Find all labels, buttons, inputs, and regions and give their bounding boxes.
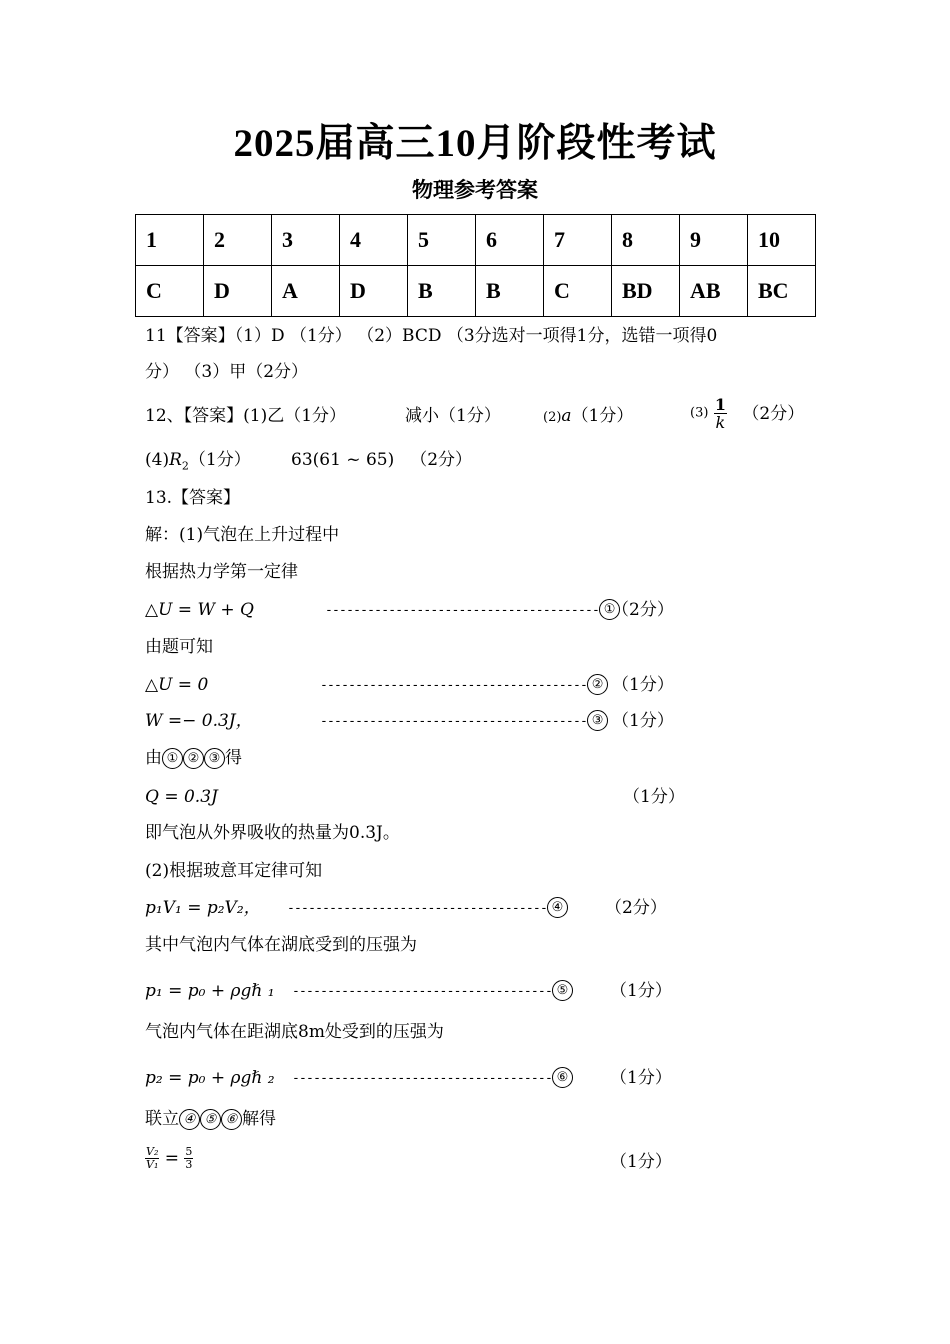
answer-cell: BD [612,266,680,317]
answer-table-number-row [136,215,816,266]
q13-combine-mark-4: ④ [179,1109,200,1130]
q12-part4-sub: 2 [181,459,189,473]
q13-combine-text: 联立 [145,1109,179,1129]
question-number-cell: 10 [748,215,816,266]
q13-line-combine [145,1108,276,1130]
q12-part3-fraction [714,396,727,431]
q12-part3-label: (3) [690,405,709,421]
q12-part3-score: （2分） [742,403,805,424]
q13-eq8-score: （1分） [610,1152,672,1172]
answer-table [135,214,816,317]
q12-part2 [543,405,633,429]
q13-from-mark-1: ① [162,748,183,769]
q12-part4b [291,449,472,471]
q13-eq1-score: （2分） [612,600,674,620]
q12-part4-score: （1分） [188,450,251,470]
q13-line-solve: 解：(1)气泡在上升过程中 [145,525,340,545]
q13-eq3-leader: -------------------------------------- ③ [320,709,608,733]
q13-line-8m: 气泡内气体在距湖底8m处受到的压强为 [145,1022,444,1042]
q13-heading: 13.【答案】 [145,488,241,508]
q12-part4-label: (4) [145,450,170,470]
q12-part4b-score: （2分） [410,450,473,470]
question-number-cell: 1 [136,215,204,266]
q13-eq2-score: （1分） [612,675,674,695]
q13-eq1-mark: ① [599,599,620,620]
q13-eq7-leader: ------------------------------------- ⑥ [292,1066,573,1090]
page-subtitle: 物理参考答案 [412,177,538,202]
q13-eq5-mark: ④ [547,897,568,918]
q12-line-1 [145,405,346,427]
q13-eq1: △U = W + Q [145,600,254,620]
q13-eq8-numerator: V₂ [146,1145,159,1158]
question-number-cell: 8 [612,215,680,266]
q12-part2-var: a [561,406,572,426]
q12-part2-label: (2) [543,410,562,425]
question-number-cell: 7 [544,215,612,266]
q12-part3-denominator: k [715,413,726,432]
q13-eq2-mark: ② [587,674,608,695]
question-number-cell: 6 [476,215,544,266]
q13-eq5-leader: ------------------------------------- ④ [287,896,568,920]
answer-cell: C [544,266,612,317]
answer-table-answer-row [136,266,816,317]
q12-prefix: 12、【答案】 [145,406,244,426]
q13-combine-mark-5: ⑤ [200,1109,221,1130]
q13-eq3: W =− 0.3J， [145,711,253,731]
q12-line-2 [145,449,251,477]
q12-part3 [690,396,804,431]
q13-line-from [145,747,242,769]
question-number-cell: 4 [340,215,408,266]
q13-eq5-score: （2分） [605,898,667,918]
q13-line-law2: (2)根据玻意耳定律可知 [145,861,323,881]
answer-cell: AB [680,266,748,317]
q13-combine-end: 解得 [242,1109,276,1129]
q13-from-mark-3: ③ [204,748,225,769]
q13-eq8-rhs-numerator: 5 [185,1145,193,1158]
q13-line-result1: 即气泡从外界吸收的热量为0.3J。 [145,823,400,843]
q13-eq5: p₁V₁ = p₂V₂， [145,898,261,918]
answer-cell: BC [748,266,816,317]
q12-part2-score: （1分） [571,406,634,426]
q13-eq3-score: （1分） [612,711,674,731]
q12-part3-numerator: 1 [714,395,726,414]
q13-eq6-score: （1分） [610,981,672,1001]
q13-line-bottom: 其中气泡内气体在湖底受到的压强为 [145,935,417,955]
q13-eq3-mark: ③ [587,710,608,731]
q13-eq4-score: （1分） [623,787,685,807]
q13-eq8-rhs-denominator: 3 [185,1158,193,1171]
q13-eq6-mark: ⑤ [552,980,573,1001]
q13-eq2-leader: -------------------------------------- ② [320,673,608,697]
answer-cell: D [204,266,272,317]
answer-cell: C [136,266,204,317]
q11-line-2: 分） （3）甲（2分） [145,362,309,382]
q13-line-known: 由题可知 [145,637,213,657]
answer-cell: B [476,266,544,317]
q12-part4b-value: 63(61 ~ 65) [291,450,395,470]
q13-eq8-rhs [184,1146,193,1171]
q12-part1b: 减小（1分） [405,406,501,426]
q13-line-law1: 根据热力学第一定律 [145,562,298,582]
q13-eq7-mark: ⑥ [552,1067,573,1088]
q13-eq6: p₁ = p₀ + ρgℏ ₁ [145,981,275,1001]
q13-combine-mark-6: ⑥ [221,1109,242,1130]
page-title: 2025届高三10月阶段性考试 [233,122,717,165]
answer-cell: A [272,266,340,317]
q13-eq2: △U = 0 [145,675,209,695]
q12-part1: (1)乙（1分） [243,406,347,426]
q13-eq8-equals: = [164,1148,180,1169]
question-number-cell: 3 [272,215,340,266]
q13-eq8-denominator: V₁ [146,1158,159,1171]
question-number-cell: 5 [408,215,476,266]
q13-from-mark-2: ② [183,748,204,769]
answer-cell: D [340,266,408,317]
q13-eq7: p₂ = p₀ + ρgℏ ₂ [145,1068,275,1088]
q13-from-end: 得 [225,748,242,768]
answer-cell: B [408,266,476,317]
q13-eq6-leader: ------------------------------------- ⑤ [292,979,573,1003]
q11-line-1: 11【答案】（1）D （1分） （2）BCD （3分选对一项得1分，选错一项得0 [145,326,718,346]
q12-part4-var: R [169,450,182,470]
q13-eq8 [145,1146,193,1171]
q13-eq8-lhs [145,1146,159,1171]
q13-eq7-score: （1分） [610,1068,672,1088]
question-number-cell: 2 [204,215,272,266]
q13-eq4: Q = 0.3J [145,787,218,807]
question-number-cell: 9 [680,215,748,266]
q13-eq1-leader: --------------------------------------- ① [325,598,620,622]
q13-from-text: 由 [145,748,162,768]
